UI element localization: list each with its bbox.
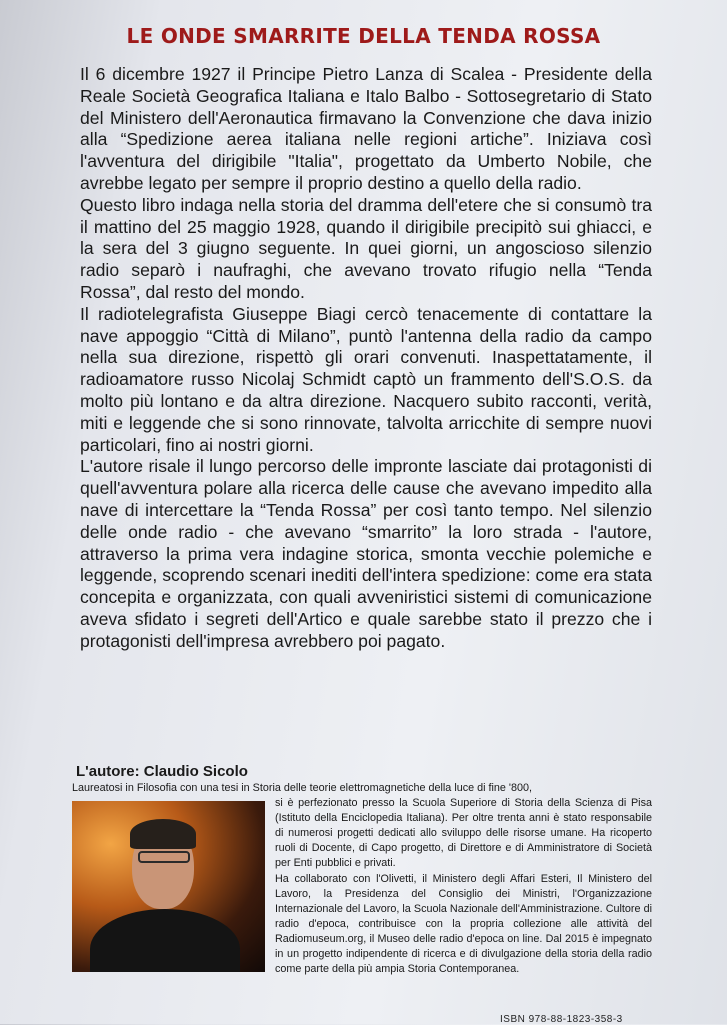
- synopsis: [80, 64, 652, 653]
- synopsis-paragraph: Il 6 dicembre 1927 il Principe Pietro Lanza di Scalea - Presidente della Reale Società Geografica Italiana e Italo Balbo - Sottosegretario di Stato del Ministero dell'Aeronautica firmavano la Convenzione che dava inizio alla “Spedizione aerea italiana nelle regioni artiche”. Iniziava così l'avventura del dirigibile "Italia", progettato da Umberto Nobile, che avrebbe legato per sempre il proprio destino a quello della radio.: [80, 64, 652, 193]
- synopsis-paragraph: Questo libro indaga nella storia del dramma dell'etere che si consumò tra il mattino del 25 maggio 1928, quando il dirigibile precipitò sui ghiacci, e la sera del 3 giugno seguente. In quei giorni, un angoscioso silenzio radio separò i naufraghi, che avevano trovato rifugio nella “Tenda Rossa”, dal resto del mondo.: [80, 194, 652, 302]
- author-bio-text: si è perfezionato presso la Scuola Superiore di Storia della Scienza di Pisa (Istituto della Enciclopedia Italiana). Per oltre trenta anni è stato responsabile di numerosi progetti dedicati allo sviluppo delle risorse umane. Ha ricoperto ruoli di Docente, di Capo progetto, di Direttore e di Amministratore di Società per Enti pubblici e privati.: [275, 797, 652, 870]
- author-bio-text: Ha collaborato con l'Olivetti, il Ministero degli Affari Esteri, Il Ministero del Lavoro, la Presidenza del Consiglio dei Ministri, l'Organizzazione Internazionale del Lavoro, la Scuola Nazionale dell'Amministrazione. Cultore di radio d'epoca, contribuisce con la propria collezione alle attività del Radiomuseum.org, il Museo delle radio d'epoca on line. Dal 2015 è impegnato in un progetto indipendente di ricerca e di divulgazione della storia della radio come parte della più ampia Storia Contemporanea.: [275, 872, 652, 976]
- author-bio-line: Laureatosi in Filosofia con una tesi in Storia delle teorie elettromagnetiche della luce di fine '800,: [72, 782, 533, 794]
- synopsis-paragraph: Il radiotelegrafista Giuseppe Biagi cercò tenacemente di contattare la nave appoggio “Città di Milano”, puntò l'antenna della radio da campo nella sua direzione, rispettò gli orari convenuti. Inaspettatamente, il radioamatore russo Nicolaj Schmidt captò un frammento dell'S.O.S. da molto più lontano e da altra direzione. Nacquero subito racconti, verità, miti e leggende che si sono rinnovate, talvolta arricchite di sempre nuovi particolari, fino ai nostri giorni.: [80, 303, 652, 455]
- author-heading: L'autore: Claudio Sicolo: [76, 763, 248, 780]
- book-title: LE ONDE SMARRITE DELLA TENDA ROSSA: [126, 24, 601, 48]
- synopsis-paragraph: L'autore risale il lungo percorso delle impronte lasciate dai protagonisti di quell'avventura polare alla ricerca delle cause che avevano impedito alla nave di intercettare la “Tenda Rossa” per così tanto tempo. Nel silenzio delle onde radio - che avevano “smarrito” la loro strada - l'autore, attraverso la prima vera indagine storica, smonta vecchie polemiche e leggende, scoprendo scenari inediti dell'intera spedizione: come era stata concepita e organizzata, con quali avveniristici sistemi di comunicazione aveva sfidato i segreti dell'Artico e quale sarebbe stato il prezzo che i protagonisti dell'impresa avrebbero poi pagato.: [80, 456, 652, 651]
- author-photo: [72, 801, 265, 972]
- isbn-code: ISBN 978-88-1823-358-3: [500, 1014, 623, 1025]
- author-bio: [72, 781, 652, 977]
